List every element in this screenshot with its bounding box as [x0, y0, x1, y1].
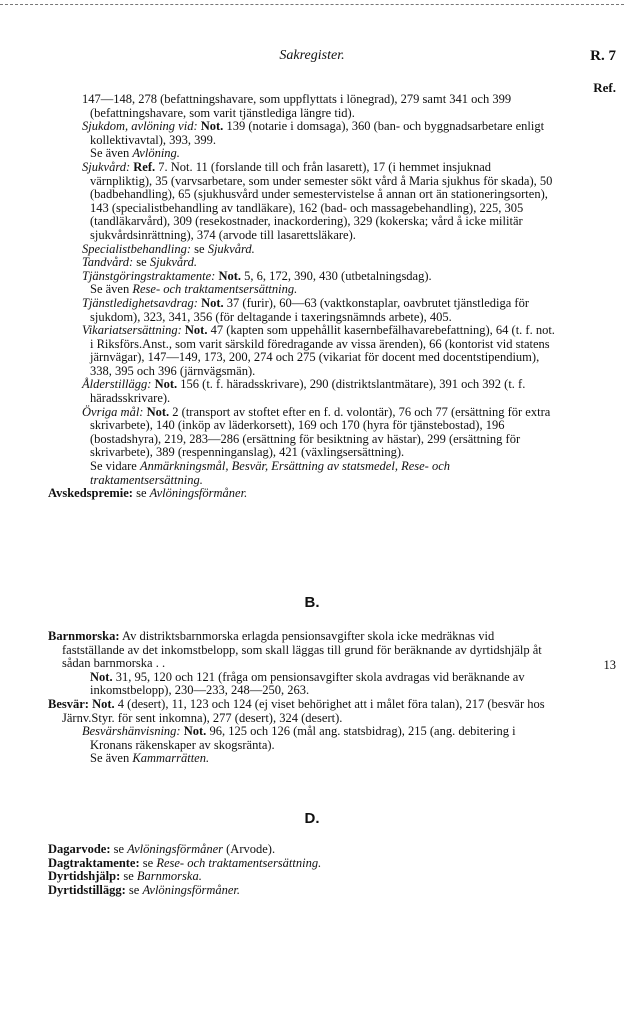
- see-also-avloning: Se även Avlöning.: [90, 146, 180, 161]
- entry-avskedspremie: Avskedspremie: se Avlöningsförmåner.: [48, 486, 248, 501]
- entry-dagtraktamente: Dagtraktamente: se Rese- och traktamentsersättning.: [48, 855, 322, 870]
- entry-dyrtidshjalp: Dyrtidshjälp: se Barnmorska.: [48, 869, 202, 884]
- see-also-rese: Se även Rese- och traktamentsersättning.: [90, 282, 298, 297]
- entry-tjanstgoringstraktamente: Tjänstgöringstraktamente: Not. 5, 6, 172, 390, 430 (utbetalningsdag).: [82, 268, 432, 283]
- entry-dagarvode: Dagarvode: se Avlöningsförmåner (Arvode).: [48, 842, 276, 856]
- see-also-kammarratten: Se även Kammarrätten.: [90, 751, 210, 766]
- entry-specialistbehandling: Specialistbehandling: se Sjukvård.: [82, 241, 255, 256]
- margin-ref-barnmorska: 13: [603, 658, 616, 672]
- entry-barnmorska-notes: Not. 31, 95, 120 och 121 (fråga om pensionsavgifter skola avdragas vid beräknande av inkomstbelopp), 230—233, 248—250, 263.: [90, 669, 525, 698]
- continuation-entry: 147—148, 278 (befattningshavare, som uppflyttats i lönegrad), 279 samt 341 och 399 (befattningshavare, som varit tjänstlediga längre tid).: [82, 92, 512, 120]
- entries-b: [48, 630, 556, 766]
- ref-column-label: Ref.: [593, 80, 616, 95]
- section-heading-b: B.: [304, 594, 320, 611]
- entry-besvar: Besvär: Not. 4 (desert), 11, 123 och 124 (ej viset behörighet att i målet föra talan), 217 (besvär hos Järnv.Styr. för sent inkomna), 277 (desert), 324 (desert).: [48, 696, 545, 725]
- entry-barnmorska: Barnmorska: Av distriktsbarnmorska erlagda pensionsavgifter skola icke medräknas vid fastställande av det inkomstbelopp, som skall läggas till grund för beräknande av dyrtidshjälp åt sådan barnmorska . .: [48, 629, 542, 671]
- entry-ovriga-mal: Övriga mål: Not. 2 (transport av stoftet efter en f. d. volontär), 76 och 77 (ersättning för extra skrivarbete), 140 (inköp av läderkorsett), 169 och 170 (hyra för tjänstebostad), 196 (bostadshyra), 219, 283—286 (ersättning för besiktning av hästar), 299 (ersättning för skrivarbete), 389 (respenninganslag), 421 (växlingsersättning).: [82, 404, 551, 460]
- entry-vikariatsersattning: Vikariatsersättning: Not. 47 (kapten som uppehållit kasernbefälhavarebefattning), 64 (t. f. not. i Riksförs.Anst., som varit särskild föredragande av vissa ärenden), 66 (kontorist vid statens järnvägar), 147—149, 173, 200, 274 och 275 (vikariat för docent med docentstipendium), 338, 395 och 396 (järnvägsmän).: [82, 323, 555, 378]
- entries-a: [48, 93, 556, 501]
- section-heading-d: D.: [304, 810, 320, 827]
- entry-tjanstledighetsavdrag: Tjänstledighetsavdrag: Not. 37 (furir), 60—63 (vaktkonstaplar, oavbrutet tjänstlediga för sjukdom), 323, 341, 356 (för deltagande i taxeringsnämnds arbete), 405.: [82, 295, 529, 324]
- running-title: Sakregister.: [279, 48, 345, 63]
- entry-alderstillagg: Ålderstillägg: Not. 156 (t. f. häradsskrivare), 290 (distriktslantmätare), 391 och 392 (t. f. häradsskrivare).: [82, 377, 526, 406]
- entry-besvarshanvisning: Besvärshänvisning: Not. 96, 125 och 126 (mål ang. statsbidrag), 215 (ang. debitering i Kronans räkenskaper av skogsränta).: [82, 724, 516, 752]
- entry-tandvard: Tandvård: se Sjukvård.: [82, 255, 197, 270]
- entry-sjukvard: Sjukvård: Ref. 7. Not. 11 (forslande till och från lasarett), 17 (i hemmet insjuknad värnpliktig), 35 (varvsarbetare, som under semester sökt vård å Maria sjukhus för skada), 50 (badbehandling), 65 (sjukhusvård under semestervistelse å annan ort än stationeringsorten), 143 (specialistbehandling av tandläkare), 162 (bad- och massagebehandling), 225, 305 (tandläkarvård), 309 (resekostnader, inackordering), 329 (kokerska; vård å icke militär sjukvårdsinrättning), 374 (arvode till lasarettsläkare).: [82, 159, 553, 242]
- entries-d: [48, 843, 556, 897]
- top-rule: [0, 4, 624, 5]
- page-number: R. 7: [590, 48, 616, 64]
- entry-dyrtidstillagg: Dyrtidstillägg: se Avlöningsförmåner.: [48, 882, 241, 897]
- see-further: Se vidare Anmärkningsmål, Besvär, Ersättning av statsmedel, Rese- och traktamentsersättning.: [90, 459, 451, 487]
- entry-sjukdom: Sjukdom, avlöning vid: Not. 139 (notarie i domsaga), 360 (ban- och byggnadsarbetare enligt kollektivavtal), 393, 399.: [82, 119, 545, 147]
